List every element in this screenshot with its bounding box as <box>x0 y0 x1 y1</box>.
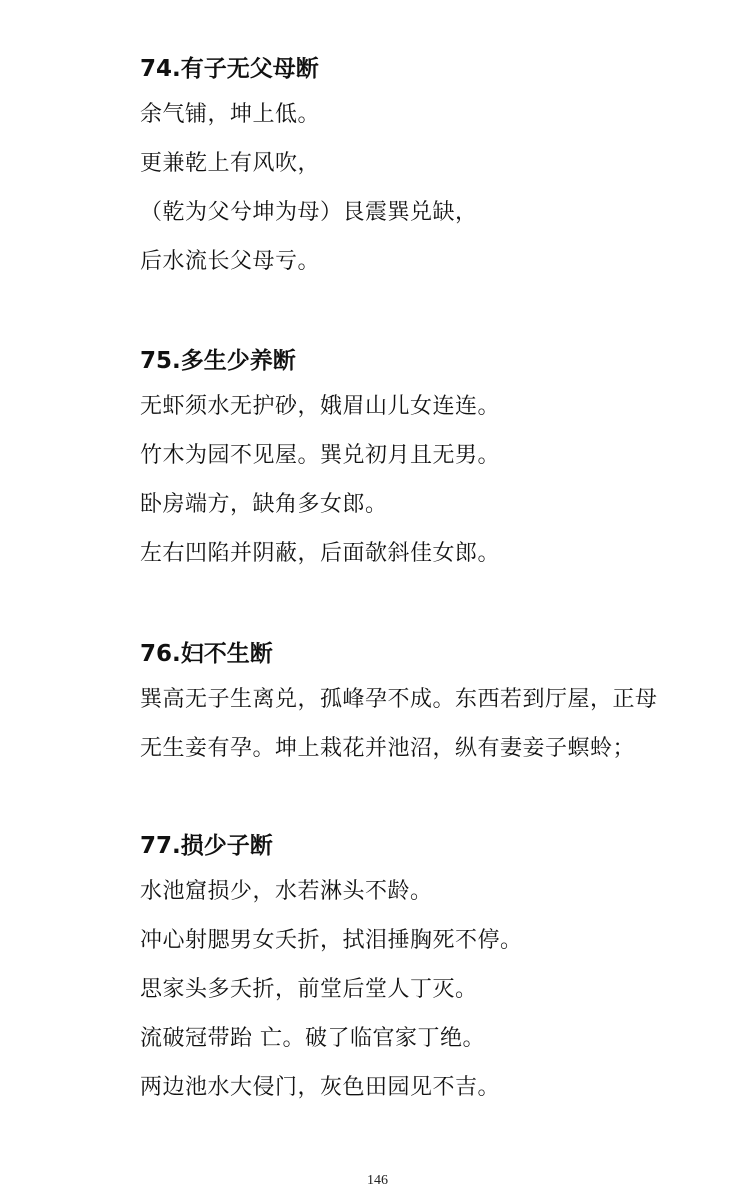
section-77 <box>140 831 700 1112</box>
text-line: 卧房端方，缺角多女郎。 <box>140 492 388 517</box>
text-line: 无生妾有孕。坤上栽花并池沼，纵有妻妾子螟蛉； <box>140 736 636 761</box>
section-heading: 77.损少子断 <box>140 833 273 859</box>
text-line: 后水流长父母亏。 <box>140 249 321 274</box>
text-line: 思家头多夭折，前堂后堂人丁灭。 <box>140 977 478 1002</box>
section-body <box>140 675 700 773</box>
text-line: 竹木为园不见屋。巽兑初月且无男。 <box>140 443 501 468</box>
text-line: 两边池水大侵门，灰色田园见不吉。 <box>140 1075 501 1100</box>
text-line: 余气铺，坤上低。 <box>140 102 321 127</box>
text-line: 无虾须水无护砂，娥眉山儿女连连。 <box>140 394 501 419</box>
section-74 <box>140 54 700 286</box>
section-heading: 75.多生少养断 <box>140 348 296 374</box>
text-line: 冲心射腮男女夭折，拭泪捶胸死不停。 <box>140 928 523 953</box>
section-76 <box>140 639 700 773</box>
text-line: 水池窟损少，水若淋头不龄。 <box>140 879 433 904</box>
text-line: 左右凹陷并阴蔽，后面欹斜佳女郎。 <box>140 541 501 566</box>
section-heading: 76.妇不生断 <box>140 641 273 667</box>
text-line: （乾为父兮坤为母）艮震巽兑缺， <box>140 200 478 225</box>
text-line: 流破冠带跆 亡。破了临官家丁绝。 <box>140 1026 485 1051</box>
text-line: 更兼乾上有风吹， <box>140 151 321 176</box>
section-75 <box>140 346 700 578</box>
section-body <box>140 90 700 286</box>
section-heading: 74.有子无父母断 <box>140 56 319 82</box>
section-body <box>140 867 700 1112</box>
page-number: 146 <box>367 1173 388 1188</box>
text-line: 巽高无子生离兑，孤峰孕不成。东西若到厅屋，正母 <box>140 687 658 712</box>
section-body <box>140 382 700 578</box>
